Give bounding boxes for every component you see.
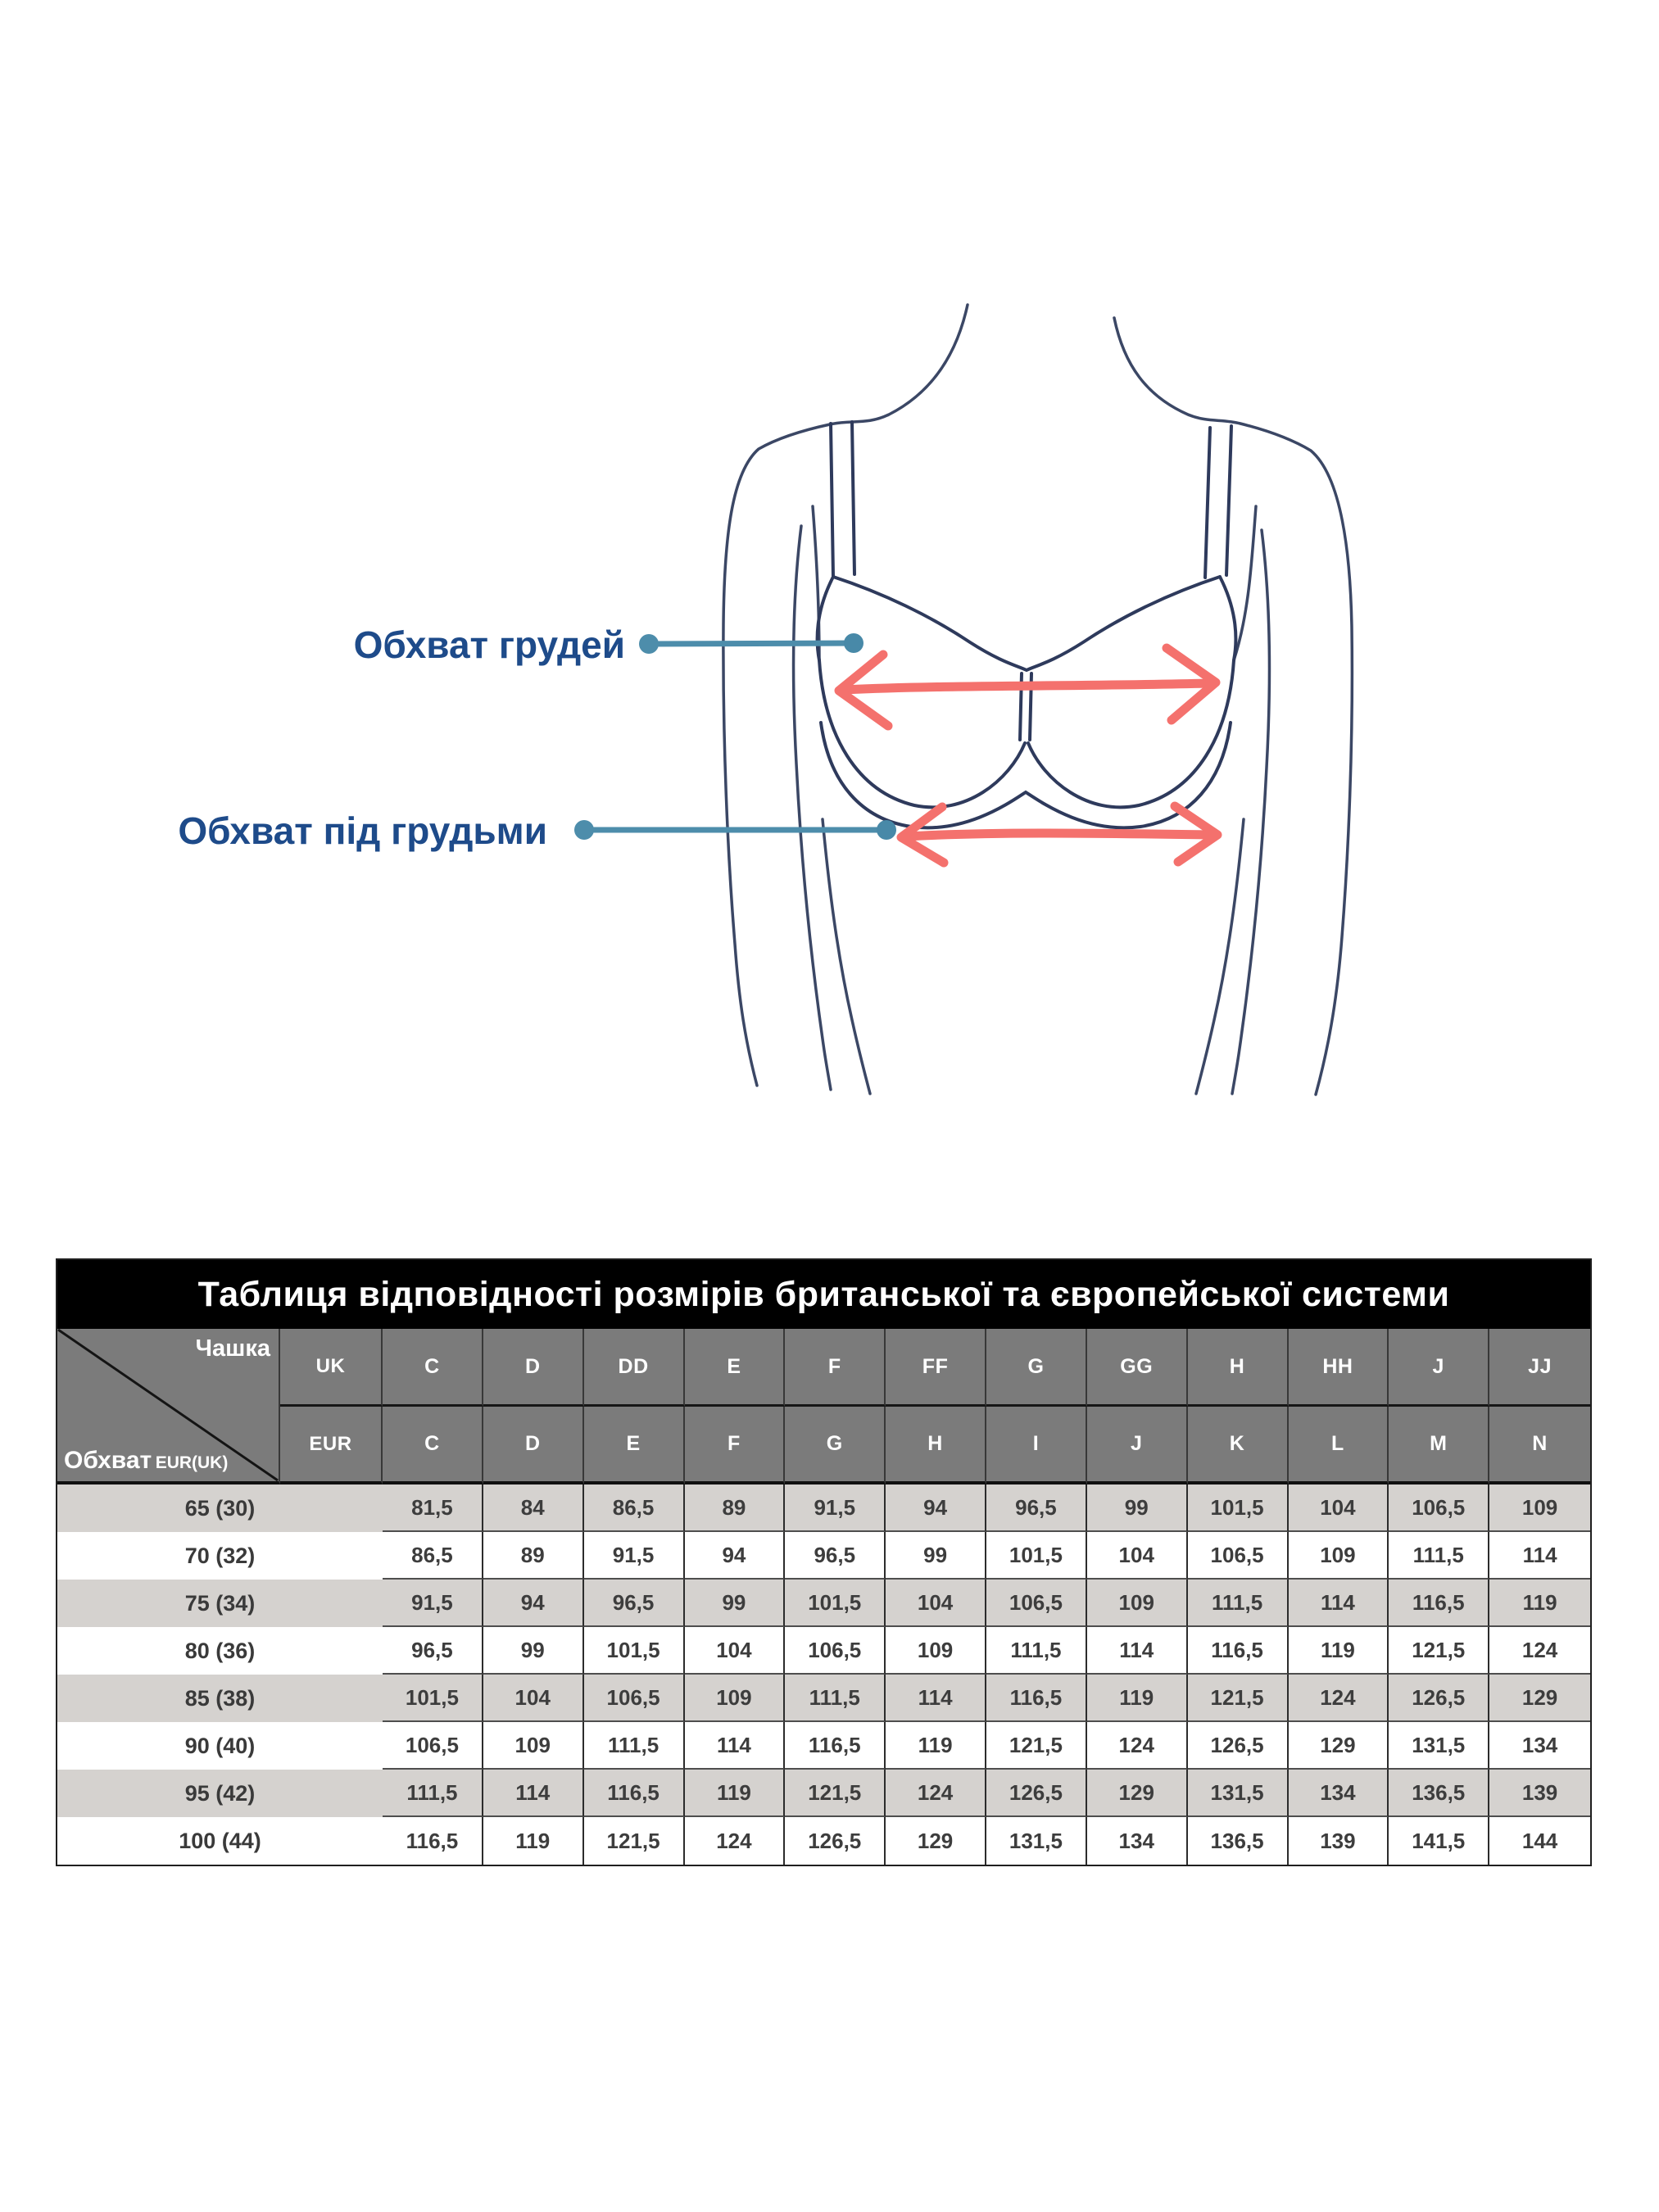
cup-size-uk: J: [1389, 1329, 1489, 1407]
bust-measurement-value: 101,5: [1188, 1484, 1289, 1532]
bust-measurement-value: 94: [483, 1580, 584, 1627]
bust-measurement-value: 101,5: [584, 1627, 685, 1675]
bust-measurement-value: 116,5: [383, 1817, 483, 1865]
band-axis-label-units: EUR(UK): [155, 1453, 229, 1472]
bust-measurement-value: 99: [886, 1532, 986, 1580]
bust-measurement-value: 124: [886, 1770, 986, 1817]
figure-outline: [723, 305, 1352, 1095]
bust-measurement-value: 104: [685, 1627, 786, 1675]
cup-size-eur: K: [1188, 1407, 1289, 1484]
band-size-label: 85 (38): [57, 1675, 383, 1722]
bust-measurement-value: 121,5: [785, 1770, 886, 1817]
bust-measurement-value: 121,5: [986, 1722, 1087, 1770]
bust-measurement-value: 106,5: [383, 1722, 483, 1770]
bust-measurement-value: 134: [1289, 1770, 1389, 1817]
bust-measurement-value: 144: [1489, 1817, 1590, 1865]
bust-measurement-value: 111,5: [986, 1627, 1087, 1675]
bust-measurement-value: 119: [483, 1817, 584, 1865]
cup-size-eur: L: [1289, 1407, 1389, 1484]
band-size-label: 75 (34): [57, 1580, 383, 1627]
bust-measurement-value: 94: [685, 1532, 786, 1580]
bust-measurement-value: 129: [1489, 1675, 1590, 1722]
bust-measurement-value: 104: [1289, 1484, 1389, 1532]
bust-measurement-value: 109: [1489, 1484, 1590, 1532]
bra-outline: [818, 422, 1236, 827]
bust-measurement-value: 86,5: [383, 1532, 483, 1580]
cup-axis-label: Чашка: [195, 1335, 270, 1362]
bust-measurement-value: 119: [886, 1722, 986, 1770]
bust-measurement-value: 139: [1489, 1770, 1590, 1817]
bust-measurement-value: 114: [886, 1675, 986, 1722]
band-lower-edge: [821, 723, 1231, 827]
underbust-pointer-dot-left: [574, 820, 594, 840]
bust-measurement-value: 106,5: [1188, 1532, 1289, 1580]
bust-measurement-value: 124: [1489, 1627, 1590, 1675]
bust-measurement-value: 109: [1289, 1532, 1389, 1580]
cup-size-eur: I: [986, 1407, 1087, 1484]
bust-measurement-value: 99: [1087, 1484, 1188, 1532]
bust-measurement-value: 111,5: [1188, 1580, 1289, 1627]
bust-measurement-value: 119: [1489, 1580, 1590, 1627]
bust-arrow-shaft: [845, 683, 1208, 690]
bust-measurement-value: 111,5: [584, 1722, 685, 1770]
bust-measurement-value: 106,5: [1389, 1484, 1489, 1532]
right-arm-inner-line: [1232, 530, 1269, 1094]
bust-measurement-value: 114: [685, 1722, 786, 1770]
left-strap-inner: [852, 422, 854, 574]
cup-top-edge: [833, 577, 1220, 670]
bust-measurement-value: 101,5: [383, 1675, 483, 1722]
band-size-label: 65 (30): [57, 1484, 383, 1532]
bust-measurement-value: 91,5: [584, 1532, 685, 1580]
table-grid: [57, 1329, 1590, 1865]
bust-measurement-value: 104: [886, 1580, 986, 1627]
bust-measurement-value: 99: [685, 1580, 786, 1627]
bust-measurement-value: 114: [483, 1770, 584, 1817]
bust-measurement-value: 109: [886, 1627, 986, 1675]
left-arm-inner-line: [794, 526, 831, 1090]
bust-measurement-value: 96,5: [785, 1532, 886, 1580]
size-conversion-table: [56, 1258, 1592, 1866]
bust-measurement-value: 109: [685, 1675, 786, 1722]
bust-pointer-line: [649, 643, 854, 644]
bust-measurement-value: 116,5: [785, 1722, 886, 1770]
right-strap-inner: [1205, 428, 1210, 578]
cup-size-uk: JJ: [1489, 1329, 1590, 1407]
bust-measurement-value: 114: [1087, 1627, 1188, 1675]
table-title: Таблиця відповідності розмірів британської та європейської системи: [57, 1260, 1590, 1329]
bust-measurement-value: 109: [1087, 1580, 1188, 1627]
cup-size-uk: FF: [886, 1329, 986, 1407]
cup-size-eur: J: [1087, 1407, 1188, 1484]
bust-measurement-value: 141,5: [1389, 1817, 1489, 1865]
bust-measurement-value: 104: [483, 1675, 584, 1722]
bust-measurement-value: 89: [483, 1532, 584, 1580]
bust-measurement-value: 114: [1489, 1532, 1590, 1580]
cup-size-uk: HH: [1289, 1329, 1389, 1407]
bust-measurement-value: 126,5: [1188, 1722, 1289, 1770]
bust-measurement-value: 96,5: [584, 1580, 685, 1627]
bust-measurement-value: 136,5: [1389, 1770, 1489, 1817]
right-strap: [1226, 426, 1231, 575]
bust-measurement-value: 91,5: [383, 1580, 483, 1627]
cup-size-uk: F: [785, 1329, 886, 1407]
bust-measurement-value: 96,5: [383, 1627, 483, 1675]
cup-size-eur: C: [383, 1407, 483, 1484]
bust-measurement-value: 106,5: [785, 1627, 886, 1675]
corner-cell: [57, 1329, 280, 1484]
right-torso-lower-line: [1196, 819, 1244, 1094]
bust-pointer-dot-left: [639, 634, 659, 654]
bust-measurement-value: 134: [1087, 1817, 1188, 1865]
cup-size-eur: E: [584, 1407, 685, 1484]
bust-measurement-value: 96,5: [986, 1484, 1087, 1532]
bust-measurement-value: 134: [1489, 1722, 1590, 1770]
bust-measurement-value: 129: [1087, 1770, 1188, 1817]
bust-measurement-value: 116,5: [1389, 1580, 1489, 1627]
bust-measurement-value: 86,5: [584, 1484, 685, 1532]
band-size-label: 80 (36): [57, 1627, 383, 1675]
bust-measurement-value: 119: [685, 1770, 786, 1817]
uk-system-label: UK: [280, 1329, 383, 1407]
cup-size-uk: G: [986, 1329, 1087, 1407]
bust-measurement-value: 131,5: [986, 1817, 1087, 1865]
band-axis-label: [64, 1447, 228, 1475]
cup-size-uk: H: [1188, 1329, 1289, 1407]
cup-size-eur: G: [785, 1407, 886, 1484]
bust-measurement-value: 121,5: [1188, 1675, 1289, 1722]
bust-measurement-value: 104: [1087, 1532, 1188, 1580]
bust-measurement-value: 131,5: [1188, 1770, 1289, 1817]
bust-measurement-value: 111,5: [383, 1770, 483, 1817]
band-axis-label-main: Обхват: [64, 1447, 152, 1474]
bust-measurement-value: 116,5: [584, 1770, 685, 1817]
bust-measurement-value: 81,5: [383, 1484, 483, 1532]
bust-measurement-value: 126,5: [1389, 1675, 1489, 1722]
band-size-label: 100 (44): [57, 1817, 383, 1865]
bust-measurement-value: 94: [886, 1484, 986, 1532]
cup-size-eur: D: [483, 1407, 584, 1484]
underbust-pointer-dot-right: [877, 820, 896, 840]
bust-measurement-value: 116,5: [986, 1675, 1087, 1722]
bust-measurement-value: 136,5: [1188, 1817, 1289, 1865]
cup-size-eur: H: [886, 1407, 986, 1484]
eur-system-label: EUR: [280, 1407, 383, 1484]
bust-measurement-value: 111,5: [1389, 1532, 1489, 1580]
bust-measurement-value: 91,5: [785, 1484, 886, 1532]
band-size-label: 95 (42): [57, 1770, 383, 1817]
cup-size-uk: DD: [584, 1329, 685, 1407]
bust-measurement-value: 126,5: [986, 1770, 1087, 1817]
bust-measurement-value: 131,5: [1389, 1722, 1489, 1770]
left-strap: [831, 424, 833, 577]
bust-measurement-value: 109: [483, 1722, 584, 1770]
bust-measurement-value: 89: [685, 1484, 786, 1532]
underbust-circumference-label: Обхват під грудьми: [178, 809, 547, 852]
bust-measurement-value: 124: [685, 1817, 786, 1865]
cup-size-eur: M: [1389, 1407, 1489, 1484]
bust-measurement-value: 116,5: [1188, 1627, 1289, 1675]
bust-measurement-value: 129: [1289, 1722, 1389, 1770]
bust-measurement-value: 106,5: [584, 1675, 685, 1722]
bust-measurement-value: 119: [1289, 1627, 1389, 1675]
bust-measurement-value: 106,5: [986, 1580, 1087, 1627]
bust-measurement-value: 126,5: [785, 1817, 886, 1865]
bust-circumference-label: Обхват грудей: [353, 623, 625, 666]
bust-measurement-value: 124: [1087, 1722, 1188, 1770]
left-torso-lower-line: [823, 819, 870, 1094]
bust-measurement-value: 139: [1289, 1817, 1389, 1865]
bust-measurement-value: 121,5: [584, 1817, 685, 1865]
bust-measurement-value: 111,5: [785, 1675, 886, 1722]
band-size-label: 90 (40): [57, 1722, 383, 1770]
cup-size-uk: E: [685, 1329, 786, 1407]
bust-measurement-value: 124: [1289, 1675, 1389, 1722]
cup-size-uk: D: [483, 1329, 584, 1407]
bust-measurement-value: 84: [483, 1484, 584, 1532]
right-neck-shoulder-arm-line: [1114, 318, 1352, 1095]
bust-measurement-value: 121,5: [1389, 1627, 1489, 1675]
bust-measurement-value: 101,5: [785, 1580, 886, 1627]
cup-size-uk: C: [383, 1329, 483, 1407]
cup-size-eur: F: [685, 1407, 786, 1484]
bust-measurement-value: 119: [1087, 1675, 1188, 1722]
band-size-label: 70 (32): [57, 1532, 383, 1580]
right-cup-outer-edge: [1220, 577, 1235, 660]
bust-pointer-dot-right: [844, 633, 863, 653]
bust-measurement-value: 114: [1289, 1580, 1389, 1627]
bust-measurement-value: 99: [483, 1627, 584, 1675]
cup-size-eur: N: [1489, 1407, 1590, 1484]
bust-measurement-value: 101,5: [986, 1532, 1087, 1580]
underbust-arrow-shaft: [908, 833, 1211, 836]
cup-size-uk: GG: [1087, 1329, 1188, 1407]
bust-measurement-value: 129: [886, 1817, 986, 1865]
